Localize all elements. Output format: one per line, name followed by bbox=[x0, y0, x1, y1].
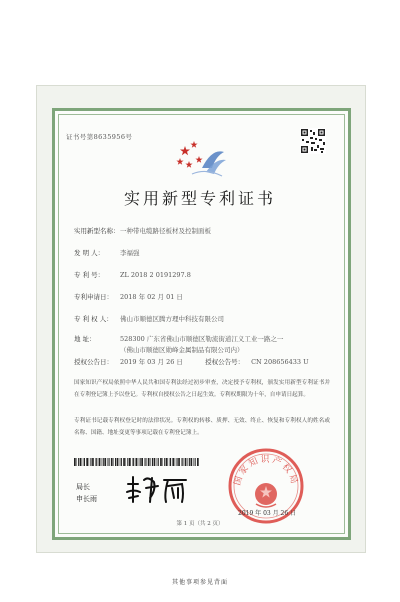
field-value: 一种带电缆路径板材及控制面板 bbox=[120, 227, 211, 235]
field-label: 实用新型名称： bbox=[74, 227, 120, 235]
certificate-title: 实用新型专利证书 bbox=[123, 189, 276, 208]
field-label: 发 明 人： bbox=[74, 249, 105, 257]
field-address bbox=[74, 334, 283, 356]
field-value: 李福强 bbox=[120, 249, 140, 257]
svg-text:国家知识产权局: 国家知识产权局 bbox=[232, 455, 300, 487]
field-label: 专 利 号： bbox=[74, 271, 105, 279]
legal-status-paragraph: 专利证书记载专利权登记时的法律状况。专利权的转移、质押、无效、终止、恢复和专利权人的姓名或名称、国籍、地址变更等事项记载在专利登记簿上。 bbox=[74, 418, 330, 436]
field-application-date bbox=[74, 292, 183, 301]
handwritten-signature bbox=[124, 472, 192, 506]
field-patent-number bbox=[74, 270, 191, 279]
field-value: 佛山市顺德区腾方理中科技有限公司 bbox=[120, 315, 224, 323]
field-value: ZL 2018 2 0191297.8 bbox=[120, 271, 191, 279]
patent-office-emblem-icon bbox=[172, 138, 228, 182]
signer-title: 局长 bbox=[76, 483, 90, 491]
page-number: 第 1 页（共 2 页） bbox=[176, 521, 224, 527]
address-line-1: 528300 广东省佛山市顺德区勒流街道江义工业一路之一 bbox=[120, 335, 284, 343]
barcode-icon bbox=[74, 458, 199, 466]
grant-statement-paragraph: 国家知识产权局依照中华人民共和国专利法经过初步审查，决定授予专利权，颁发实用新型专利证书并在专利登记簿上予以登记。专利权自授权公告之日起生效。专利权期限为十年，自申请日起算。 bbox=[74, 380, 330, 398]
field-grant-date bbox=[74, 357, 309, 366]
certificate-number: 证书号第8635956号 bbox=[66, 133, 133, 141]
footer-note: 其他事项参见背面 bbox=[171, 579, 228, 586]
signer-name: 申长雨 bbox=[76, 495, 97, 503]
field-value: 2018 年 02 月 01 日 bbox=[120, 293, 183, 301]
field-value: CN 208656433 U bbox=[251, 358, 309, 366]
field-utility-model-name bbox=[74, 226, 211, 235]
field-label: 专 利 权 人： bbox=[74, 315, 113, 323]
field-label: 专利申请日： bbox=[74, 293, 113, 301]
field-value: 2019 年 03 月 26 日 bbox=[120, 358, 183, 366]
address-line-2: （佛山市顺德区勋峰金属制品有限公司内） bbox=[120, 346, 244, 354]
field-inventor bbox=[74, 248, 140, 257]
seal-date: 2019 年 03 月 26 日 bbox=[238, 510, 297, 517]
field-patentee bbox=[74, 314, 224, 323]
field-label: 地 址： bbox=[74, 335, 96, 343]
field-value bbox=[120, 334, 283, 356]
field-label: 授权公告号： bbox=[205, 358, 245, 366]
qr-code-icon bbox=[300, 128, 326, 154]
field-label: 授权公告日： bbox=[74, 358, 113, 366]
